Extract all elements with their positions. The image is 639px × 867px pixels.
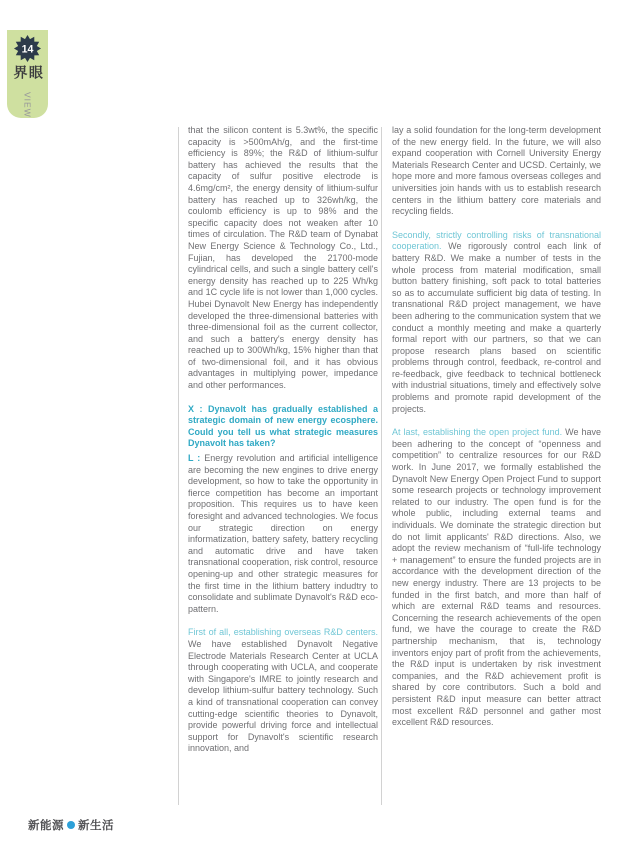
answer-body: Energy revolution and artificial intelligence are becoming the new engines to drive energy development, so how to take the opportunity in fierce competition has become an important proposition. This requires us to have keen foresight and advanced technologies. We focus our strategic direction on energy informatization, battery safety, battery recycling and automatic drive and have taken transnational cooperation, risk control, resource opening-up and other strategic measures for the first time in the lithium battery indudtry to consolidate and sublimate Dynavolt's R&D eco-pattern.: [188, 453, 378, 614]
section-title-cn: 眼界: [12, 65, 44, 80]
logo-text-right: 新生活: [78, 820, 114, 832]
page-number: 14: [21, 43, 34, 56]
column-rule-middle: [381, 127, 382, 805]
column-rule-left: [178, 127, 179, 805]
logo-text-left: 新能源: [28, 820, 64, 832]
logo-dot-icon: [67, 821, 75, 829]
section-paragraph: [188, 627, 378, 755]
interview-question: X : Dynavolt has gradually established a strategic domain of new energy ecosphere. Could you tell us what strategic measures Dynavolt has taken?: [188, 403, 378, 449]
article-column-right: [392, 125, 601, 741]
section-lead: First of all, establishing overseas R&D centers.: [188, 627, 378, 638]
section-body: We have established Dynavolt Negative Electrode Materials Research Center at UCLA through cooperating with UCLA, and cooperate with Singapore's IMRE to jointly research and develop lithium-sulfur battery technology. Such a kind of transnational cooperation can convey cutting-edge scientific theories to Dynavolt, provide powerful driving force and intellectual support for Dynavolt's scientific research innovation, and: [188, 638, 378, 754]
section-title-en: VIEW: [22, 92, 33, 118]
sun-page-badge-icon: [13, 34, 42, 63]
section-paragraph: [392, 427, 601, 728]
publisher-logo: [28, 817, 114, 833]
section-body: We have been adhering to the concept of “openness and competition” to centralize resources for our R&D work. In June 2017, we formally established the Dynavolt New Energy Open Project Fund to support some research projects or technology improvement related to our industry. The open fund is for the whole public, including external teams and individuals. We dominate the strategic direction but do not limit applicants' R&D directions. Also, we adopt the review mechanism of “full-life technology + management” to ensure the funded projects are in accordance with the development direction of the new energy industry. There are 13 projects to be funded in the first batch, and more than half of which are external R&D teams and resources. Concerning the research achievements of the open fund, we have the courage to create the R&D partnership mechanism, that is, technology inventors enjoy part of profit from the achievements, the R&D input is undertaken by risk investment companies, and the R&D achievement profit is shared by core contributors. Such a bold and persistent R&D input measure can better attract most excellent R&D personnel and gather most excellent R&D resources.: [392, 427, 601, 728]
section-body: We rigorously control each link of battery R&D. We make a number of tests in the whole process from material modification, small button battery finishing, soft pack to total batteries so as to accumulate sufficient big data of testing. In transnational R&D project management, we have been adhering to the communication system that we conduct a monthly meeting and make a quarterly formal report with our partners, so that we can propose research plans based on scientific problems through control, feedback, re-control and re-feedback, give feedback to technical bottleneck with industrial situations, timely and effectively solve problems and promote rapid development of the projects.: [392, 241, 601, 414]
section-tab: [7, 30, 48, 118]
article-column-left: [188, 125, 378, 767]
section-lead: At last, establishing the open project fund.: [392, 427, 563, 438]
answer-prefix: L :: [188, 453, 201, 464]
answer-paragraph: [188, 453, 378, 615]
section-paragraph: [392, 230, 601, 416]
body-paragraph: that the silicon content is 5.3wt%, the specific capacity is >500mAh/g, and the first-time efficiency is 89%; the R&D of lithium-sulfur battery has achieved the results that the capacity of sulfur positive electrode is 4.6mg/cm², the energy density of lithium-sulfur battery has reached up to 326wh/kg, the coulomb efficiency is up to 98% and the specific capacity does not weaken after 10 times of circulation. The R&D team of Dynabat New Energy Science & Technology Co., Ltd., Fujian, has developed the 21700-mode cylindrical cells, and such a single battery cell's energy density has reached up to 225 Wh/kg and 1C cycle life is not lower than 1,000 cycles. Hubei Dynavolt New Energy has independently developed the three-dimensional batteries with three-dimensional foil as the current collector, and such a battery's energy density has reached up to 300Wh/kg, 15% higher than that of two-dimensional foil, and it has obvious advantages in multiplying power, impedance and other performances.: [188, 125, 378, 391]
section-lead: Secondly, strictly controlling risks of transnational cooperation.: [392, 229, 601, 252]
body-paragraph: lay a solid foundation for the long-term development of the new energy field. In the future, we will also expand cooperation with Cornell University Energy Materials Research Center and UCSD. Certainly, we hope more and more famous overseas colleges and universities join hands with us to establish research centers in the lithium battery core materials and recycling fields.: [392, 125, 601, 217]
